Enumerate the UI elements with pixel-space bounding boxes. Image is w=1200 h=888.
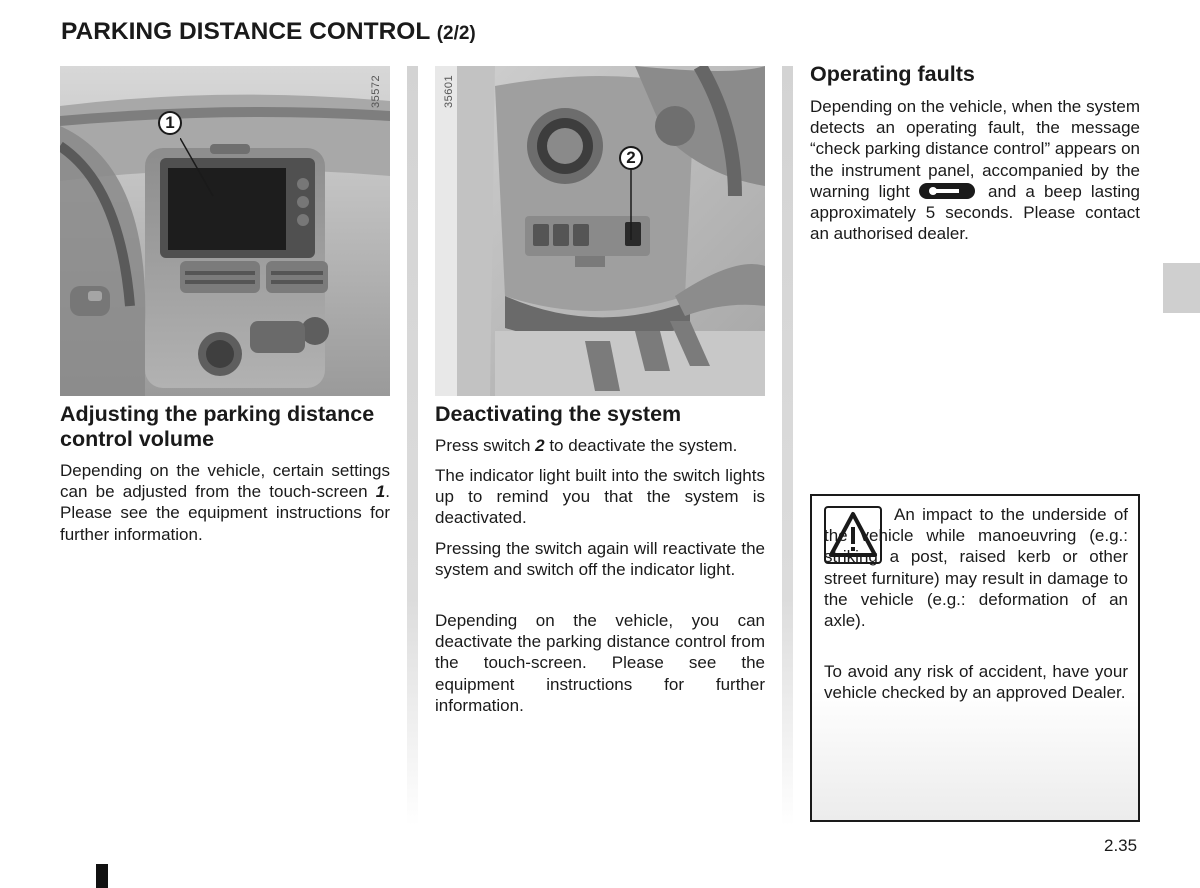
section-heading: Adjusting the parking distance control volume — [60, 402, 375, 451]
page-title-text: PARKING DISTANCE CONTROL — [61, 18, 430, 45]
section-heading: Operating faults — [810, 62, 975, 86]
photo-reference-number: 35601 — [443, 74, 455, 108]
wrench-icon — [919, 183, 975, 199]
column-divider — [407, 66, 418, 826]
paragraph-text: and a beep lasting approximately 5 seconds. Please contact an authorised dealer. — [810, 181, 1141, 244]
section-paragraph — [810, 96, 1140, 244]
warning-box — [810, 494, 1140, 822]
section-paragraph — [60, 460, 390, 545]
switch-panel-photo — [435, 66, 765, 396]
page-title — [61, 18, 476, 46]
paragraph-text: Press switch — [435, 436, 536, 455]
chapter-tab — [1163, 263, 1200, 313]
callout-leader-line — [630, 170, 634, 240]
column-divider — [782, 66, 793, 826]
reference-number: 1 — [375, 482, 386, 502]
section-paragraph — [435, 435, 765, 456]
dashboard-touchscreen-photo — [60, 66, 390, 396]
paragraph-text: . Please see the equipment instructions for further information. — [60, 482, 390, 544]
crop-mark — [96, 864, 108, 888]
section-paragraph: Pressing the switch again will reactivate the system and switch off the indicator light. — [435, 539, 765, 580]
section-paragraph: Depending on the vehicle, you can deactivate the parking distance control from the touch-screen. Please see the equipment instructions for further information. — [435, 611, 765, 715]
section-paragraph: The indicator light built into the switch lights up to remind you that the system is deactivated. — [435, 466, 765, 528]
paragraph-text: Depending on the vehicle, when the system detects an operating fault, the message “check parking distance control” appears on the instrument panel, accompanied by the warning light — [810, 97, 1140, 201]
paragraph-text: to deactivate the system. — [544, 436, 738, 455]
warning-text: An impact to the underside of the vehicle while manoeuvring (e.g.: striking a post, raised kerb or other street furniture) may result in damage to the vehicle (e.g.: deformation of an axle). — [824, 505, 1128, 631]
photo-reference-number: 35572 — [370, 74, 382, 108]
warning-text: To avoid any risk of accident, have your vehicle checked by an approved Dealer. — [824, 662, 1128, 703]
callout-2: 2 — [619, 146, 643, 170]
page-title-suffix: (2/2) — [436, 23, 476, 44]
callout-1: 1 — [158, 111, 182, 135]
section-heading: Deactivating the system — [435, 402, 682, 426]
callout-leader-line — [180, 138, 214, 196]
reference-number: 2 — [535, 436, 545, 455]
paragraph-text: Depending on the vehicle, certain settings can be adjusted from the touch-screen — [60, 461, 390, 502]
page-number: 2.35 — [1104, 836, 1138, 855]
